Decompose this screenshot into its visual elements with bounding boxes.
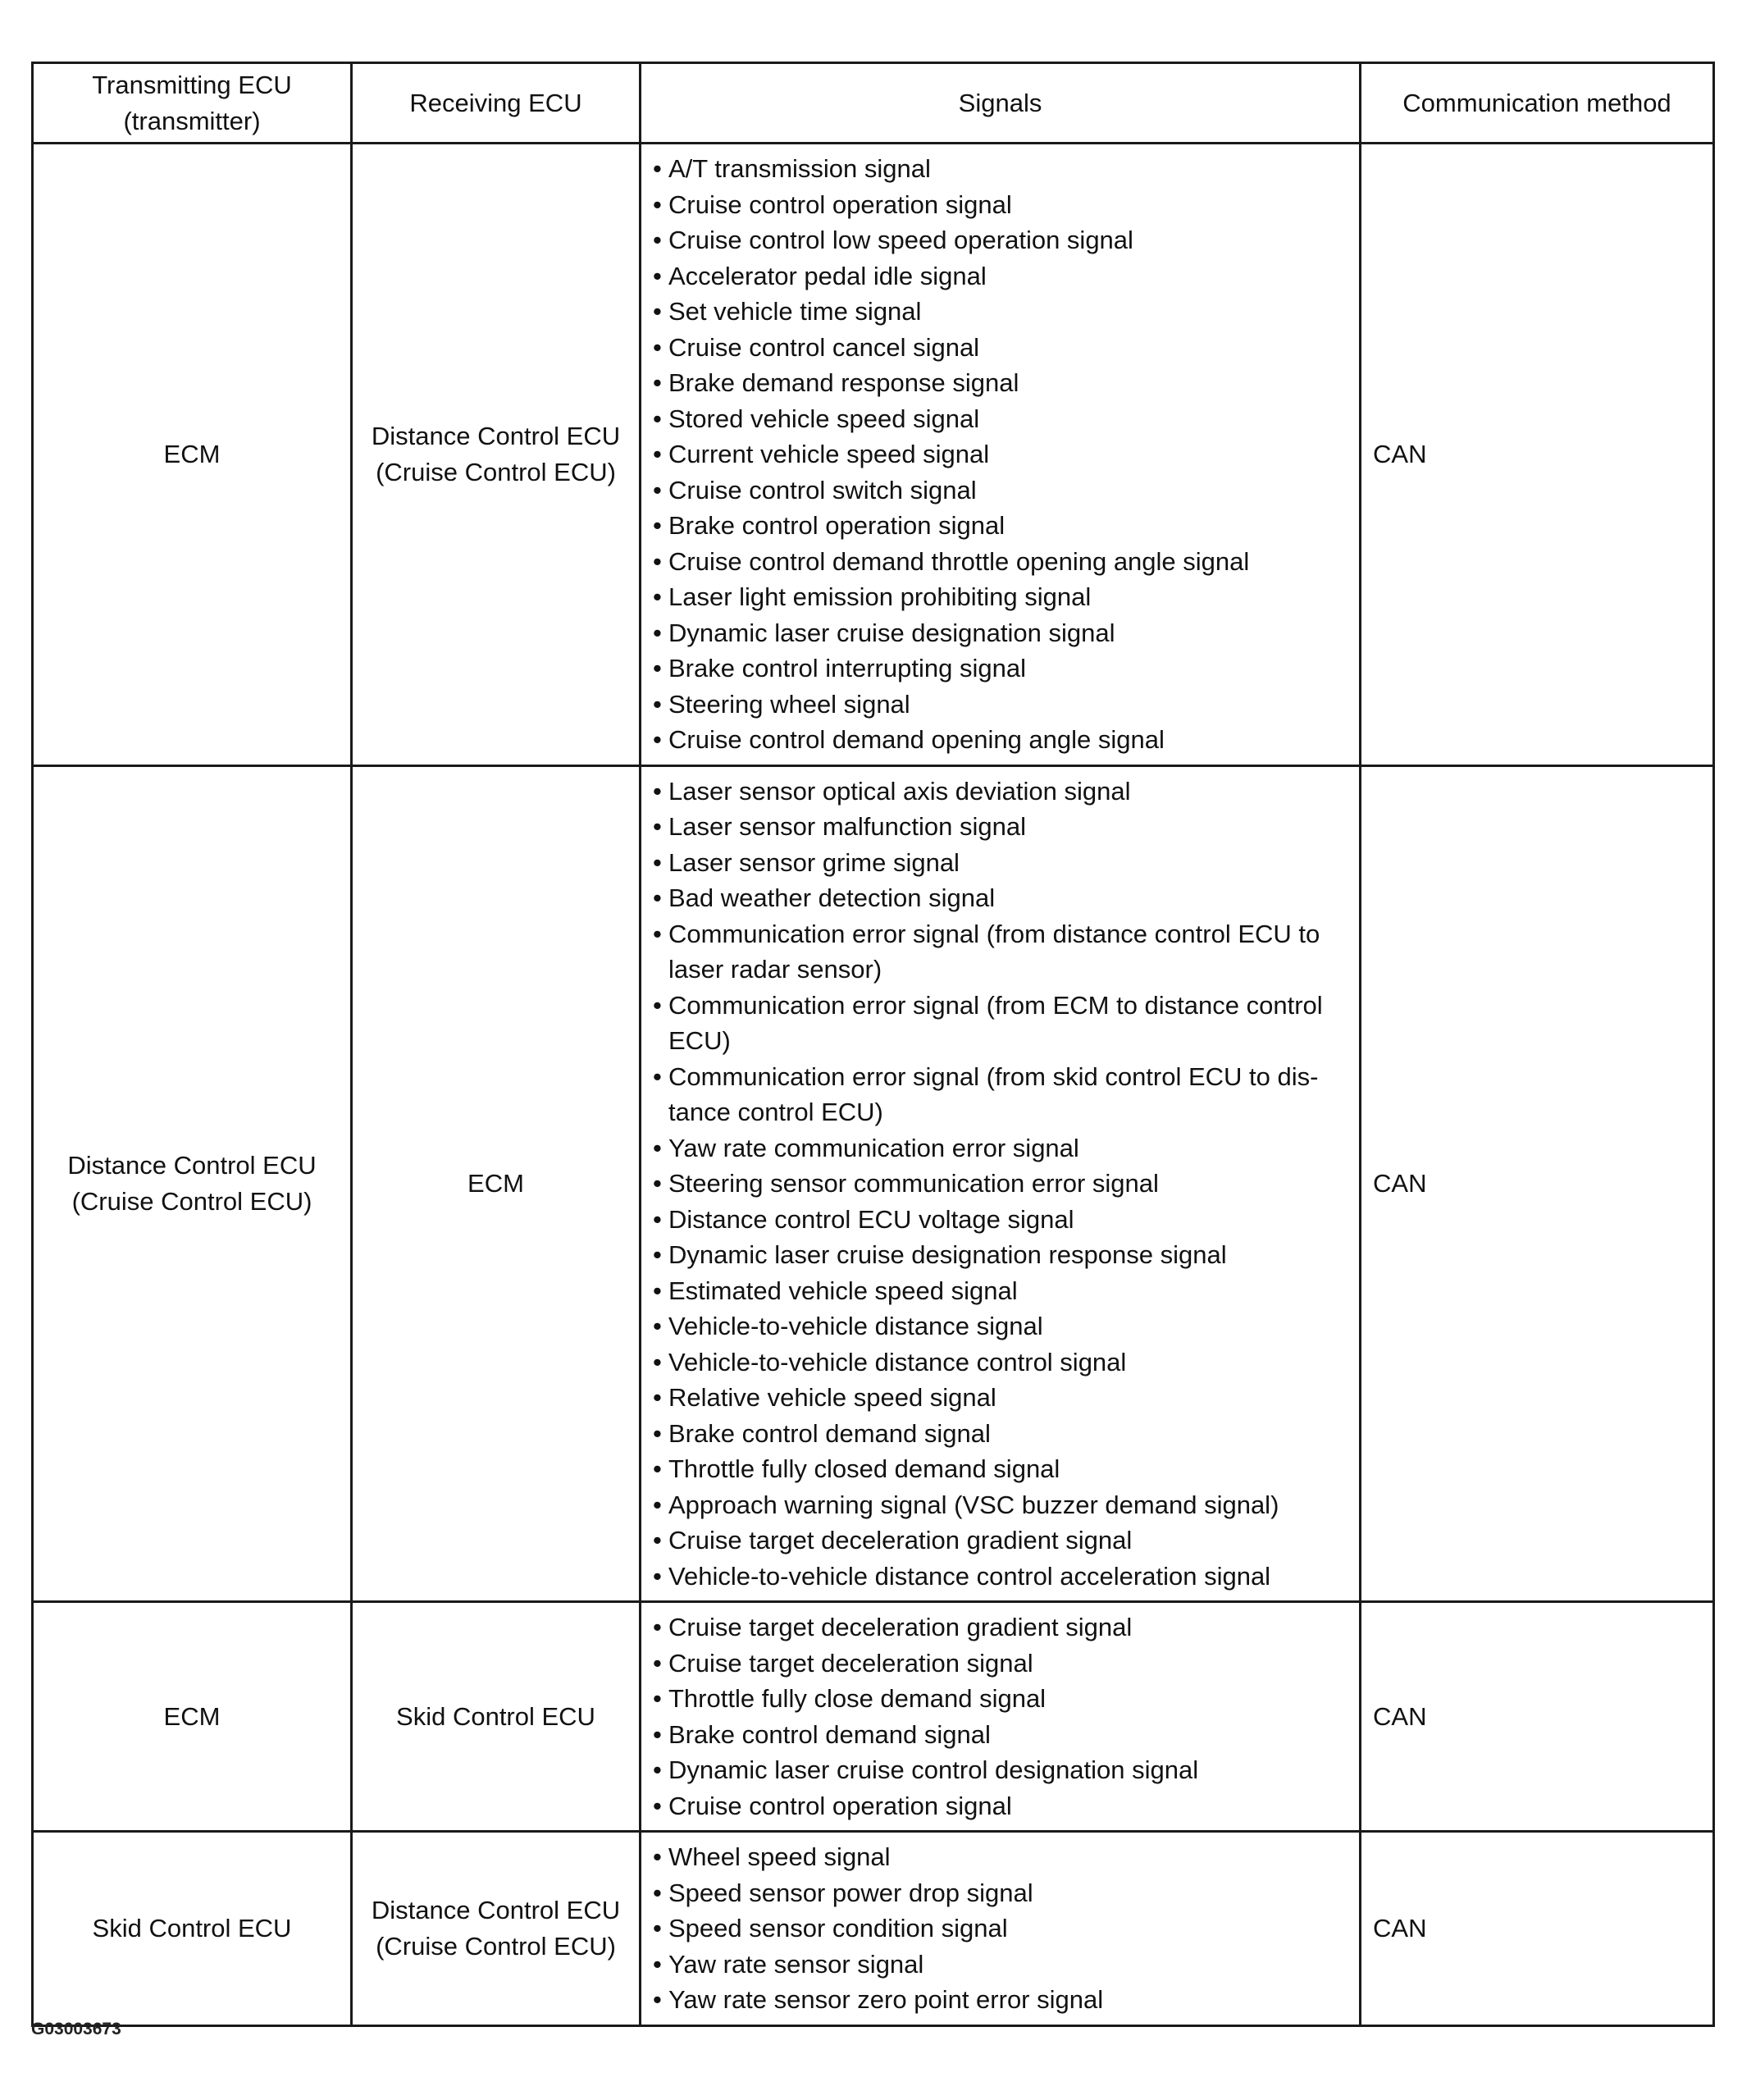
signal-item: • Communication error signal (from distance control ECU to laser radar sensor) [651, 916, 1341, 988]
header-transmitting-ecu [33, 63, 352, 144]
communication-method-cell: CAN [1361, 1832, 1714, 2026]
signal-item: • Vehicle-to-vehicle distance control signal [651, 1344, 1341, 1381]
signal-item: • Steering wheel signal [651, 687, 1341, 723]
signal-item: • Brake control interrupting signal [651, 651, 1341, 687]
signal-item: • Laser sensor grime signal [651, 845, 1341, 881]
communication-method-cell: CAN [1361, 1602, 1714, 1832]
transmitting-ecu-cell: ECM [33, 144, 352, 766]
receiving-ecu-cell [352, 144, 641, 766]
transmitting-ecu-cell-line: (Cruise Control ECU) [71, 1186, 312, 1216]
signal-item: • Yaw rate communication error signal [651, 1130, 1341, 1166]
signal-item: • Yaw rate sensor signal [651, 1947, 1341, 1983]
signal-item: • Communication error signal (from skid control ECU to dis-tance control ECU) [651, 1059, 1341, 1130]
receiving-ecu-cell-line: (Cruise Control ECU) [376, 1931, 616, 1961]
signals-cell [641, 1602, 1361, 1832]
header-signals: Signals [641, 63, 1361, 144]
table-row [33, 144, 1714, 766]
signal-item: • Communication error signal (from ECM to distance control ECU) [651, 988, 1341, 1059]
signals-cell [641, 765, 1361, 1602]
signal-item: • Accelerator pedal idle signal [651, 258, 1341, 294]
signal-item: • Laser sensor malfunction signal [651, 809, 1341, 845]
header-row [33, 63, 1714, 144]
signal-item: • Distance control ECU voltage signal [651, 1202, 1341, 1238]
signal-item: • Brake control demand signal [651, 1416, 1341, 1452]
signal-item: • Vehicle-to-vehicle distance signal [651, 1308, 1341, 1344]
receiving-ecu-cell: ECM [352, 765, 641, 1602]
table-body [33, 144, 1714, 2026]
signal-item: • Cruise control demand throttle opening angle signal [651, 544, 1341, 580]
signal-item: • Estimated vehicle speed signal [651, 1273, 1341, 1309]
signal-item: • Dynamic laser cruise control designation signal [651, 1752, 1341, 1788]
transmitting-ecu-cell-line: Distance Control ECU [67, 1151, 317, 1180]
signal-item: • Steering sensor communication error signal [651, 1166, 1341, 1202]
signal-item: • Laser light emission prohibiting signal [651, 579, 1341, 615]
signals-cell [641, 144, 1361, 766]
signal-item: • Relative vehicle speed signal [651, 1380, 1341, 1416]
signal-item: • Set vehicle time signal [651, 294, 1341, 330]
signal-item: • Throttle fully closed demand signal [651, 1451, 1341, 1487]
signal-item: • Yaw rate sensor zero point error signal [651, 1982, 1341, 2018]
signal-item: • Brake control operation signal [651, 508, 1341, 544]
signal-item: • Cruise target deceleration gradient signal [651, 1522, 1341, 1559]
signal-item: • Bad weather detection signal [651, 880, 1341, 916]
transmitting-ecu-cell: ECM [33, 1602, 352, 1832]
signal-list [651, 151, 1341, 758]
signal-item: • Laser sensor optical axis deviation signal [651, 774, 1341, 810]
signal-item: • Current vehicle speed signal [651, 436, 1341, 472]
signal-item: • Brake control demand signal [651, 1717, 1341, 1753]
signal-item: • Wheel speed signal [651, 1839, 1341, 1875]
header-transmitting-line-2: (transmitter) [123, 106, 261, 135]
signal-item: • Cruise control operation signal [651, 1788, 1341, 1824]
signal-item: • Cruise target deceleration gradient signal [651, 1609, 1341, 1646]
table-row [33, 765, 1714, 1602]
signal-item: • A/T transmission signal [651, 151, 1341, 187]
receiving-ecu-cell-line: Distance Control ECU [371, 422, 621, 451]
header-communication-method: Communication method [1361, 63, 1714, 144]
communication-method-cell: CAN [1361, 765, 1714, 1602]
signal-item: • Dynamic laser cruise designation signal [651, 615, 1341, 651]
signal-item: • Speed sensor power drop signal [651, 1875, 1341, 1911]
receiving-ecu-cell-line: (Cruise Control ECU) [376, 457, 616, 486]
signal-item: • Vehicle-to-vehicle distance control acceleration signal [651, 1559, 1341, 1595]
header-transmitting-line-1: Transmitting ECU [92, 71, 292, 99]
signal-item: • Cruise control operation signal [651, 187, 1341, 223]
transmitting-ecu-cell: Skid Control ECU [33, 1832, 352, 2026]
figure-id: G03003673 [31, 2020, 121, 2038]
ecu-communication-table [31, 62, 1715, 2027]
signal-item: • Cruise control switch signal [651, 472, 1341, 509]
transmitting-ecu-cell [33, 765, 352, 1602]
signal-item: • Speed sensor condition signal [651, 1911, 1341, 1947]
signal-list [651, 1609, 1341, 1824]
table-row [33, 1602, 1714, 1832]
signal-item: • Approach warning signal (VSC buzzer demand signal) [651, 1487, 1341, 1523]
signal-list [651, 1839, 1341, 2018]
signal-item: • Throttle fully close demand signal [651, 1681, 1341, 1717]
signals-cell [641, 1832, 1361, 2026]
signal-list [651, 774, 1341, 1595]
header-receiving-ecu: Receiving ECU [352, 63, 641, 144]
communication-method-cell: CAN [1361, 144, 1714, 766]
signal-item: • Stored vehicle speed signal [651, 401, 1341, 437]
document-page [31, 62, 1712, 2027]
signal-item: • Cruise control cancel signal [651, 330, 1341, 366]
signal-item: • Brake demand response signal [651, 365, 1341, 401]
table-row [33, 1832, 1714, 2026]
signal-item: • Dynamic laser cruise designation response signal [651, 1237, 1341, 1273]
signal-item: • Cruise control demand opening angle signal [651, 722, 1341, 758]
signal-item: • Cruise target deceleration signal [651, 1646, 1341, 1682]
receiving-ecu-cell-line: Distance Control ECU [371, 1896, 621, 1925]
receiving-ecu-cell: Skid Control ECU [352, 1602, 641, 1832]
signal-item: • Cruise control low speed operation signal [651, 222, 1341, 258]
receiving-ecu-cell [352, 1832, 641, 2026]
